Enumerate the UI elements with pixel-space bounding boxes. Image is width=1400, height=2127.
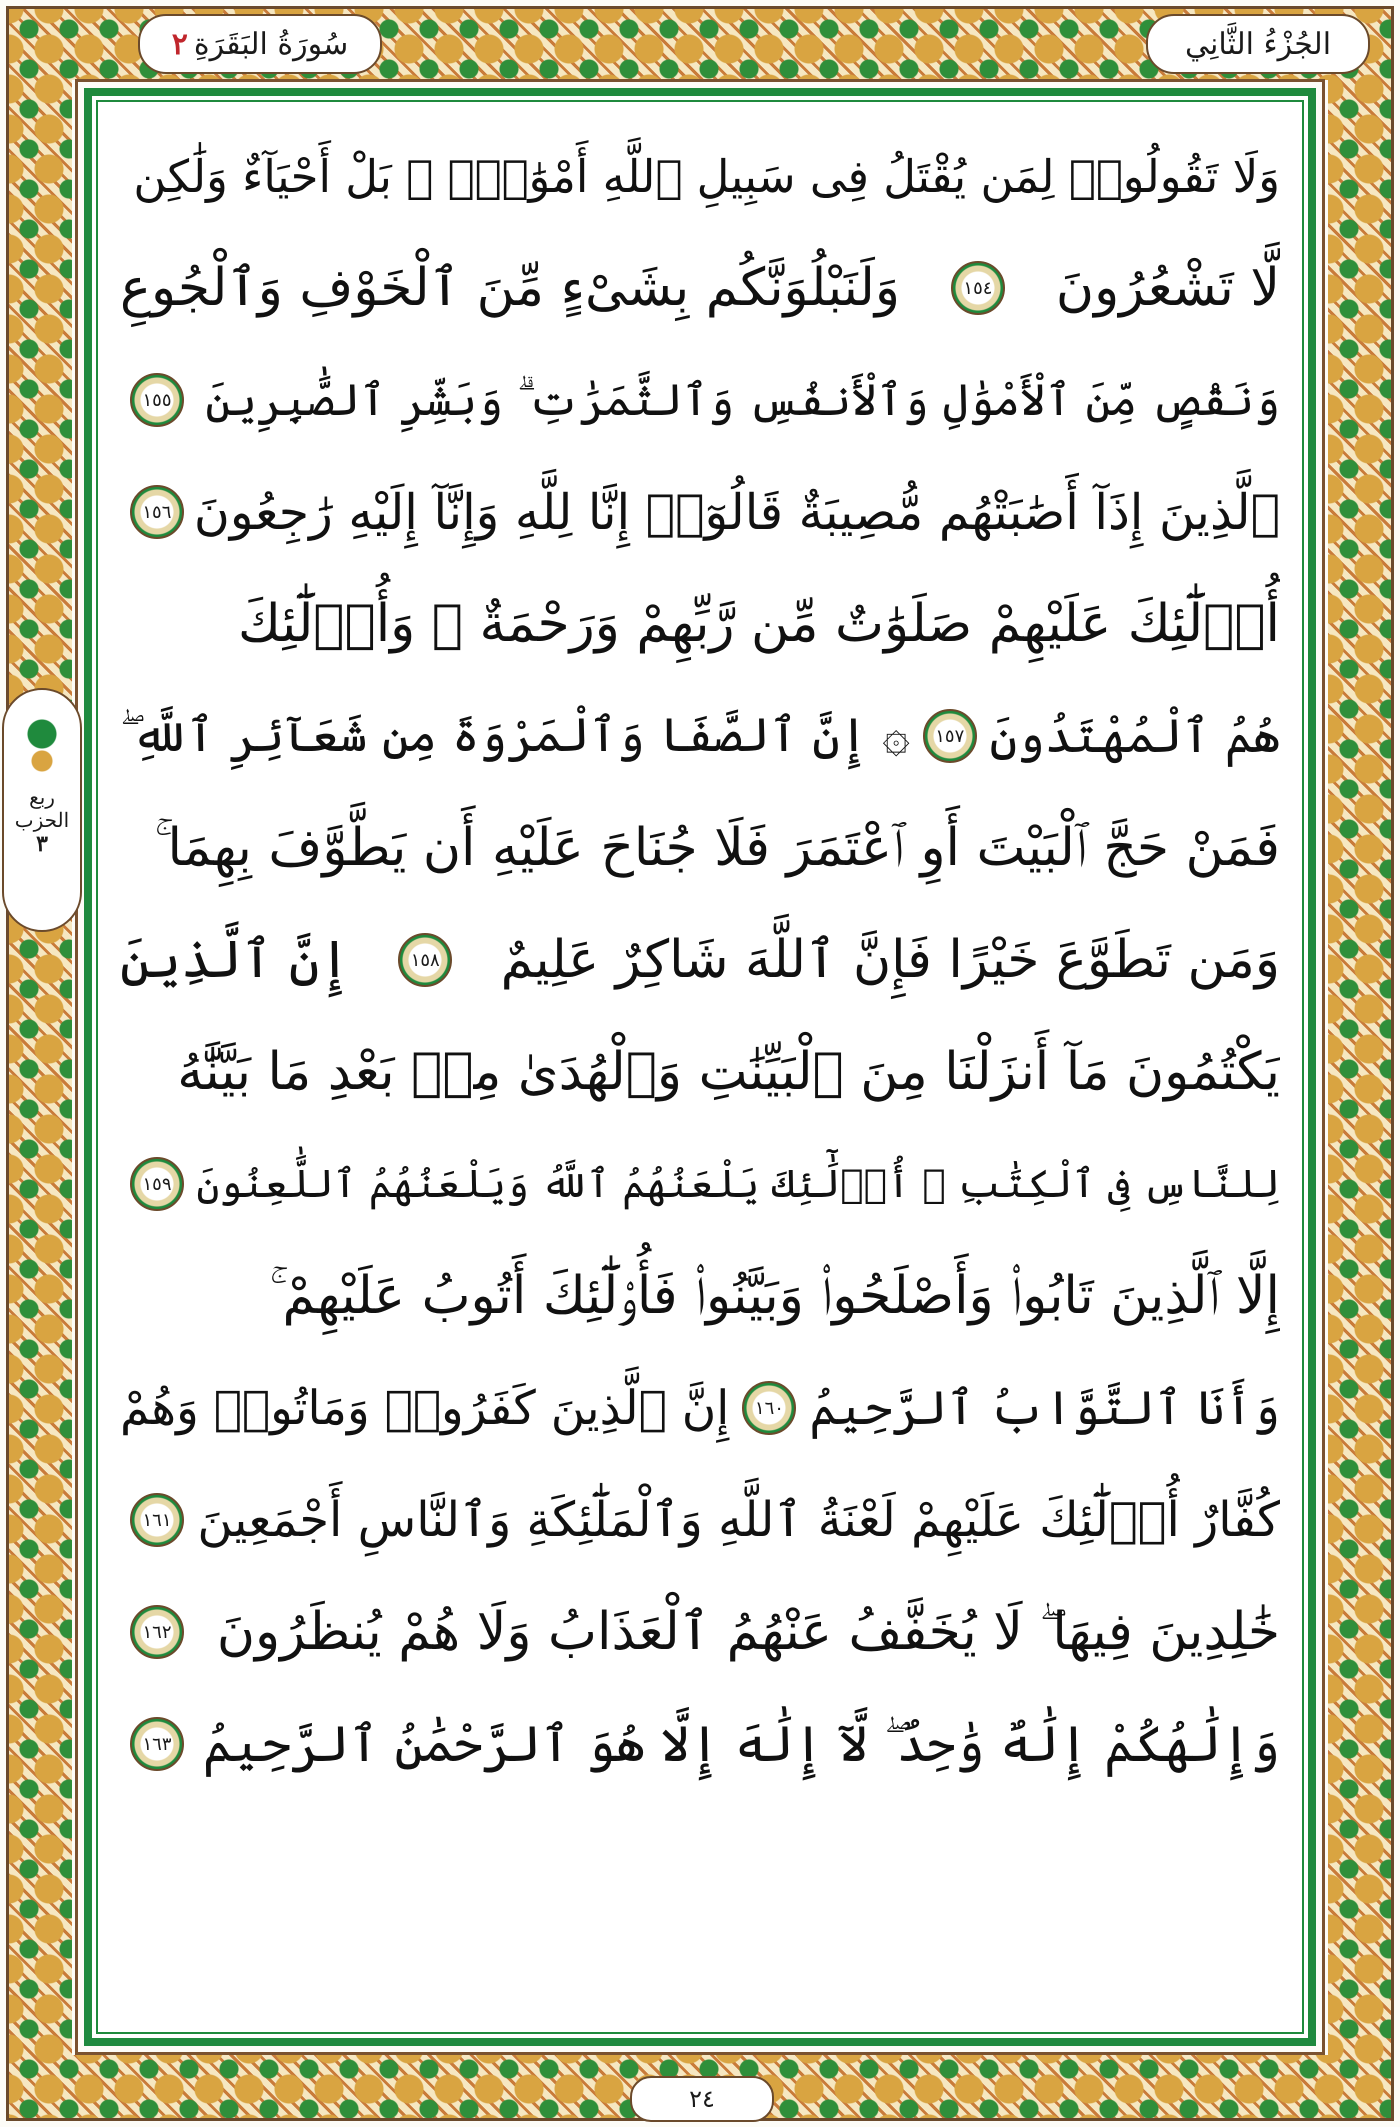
verse-text: لَّا تَشْعُرُونَ: [1055, 258, 1280, 318]
page-number-text: ٢٤: [689, 2085, 715, 2113]
verse-line: [120, 1128, 1280, 1240]
verse-text: ۞ إِنَّ ٱلصَّفَا وَٱلْمَرْوَةَ مِن شَعَآئِرِ ٱللَّهِ ۖ: [120, 708, 910, 763]
verse-text: ٱلَّذِينَ إِذَآ أَصَٰبَتْهُم مُّصِيبَةٌ قَالُوٓا۟ إِنَّا لِلَّهِ وَإِنَّآ إِلَيْهِ رَٰجِعُونَ: [193, 483, 1280, 541]
ayah-number-marker: ١٥٤: [951, 261, 1005, 315]
hizb-label-mid: الحزب: [14, 808, 70, 832]
hizb-label-top: ربع: [29, 785, 55, 809]
verse-line: [120, 1016, 1280, 1128]
verse-line: [120, 1688, 1280, 1800]
ayah-number-marker: ١٦٢: [130, 1605, 184, 1659]
surah-number: ٢: [171, 26, 188, 62]
verse-text: وَأَنَا ٱلتَّوَّابُ ٱلرَّحِيمُ: [809, 1380, 1280, 1436]
ayah-number-marker: ١٥٩: [130, 1157, 184, 1211]
verse-text: يَكْتُمُونَ مَآ أَنزَلْنَا مِنَ ٱلْبَيِّنَٰتِ وَٱلْهُدَىٰ مِنۢ بَعْدِ مَا بَيَّنَّٰهُ: [177, 1042, 1280, 1102]
juz-label-text: الجُزْءُ الثَّانِي: [1184, 26, 1332, 62]
verse-line: [120, 1240, 1280, 1352]
verse-text: إِلَّا ٱلَّذِينَ تَابُوا۟ وَأَصْلَحُوا۟ وَبَيَّنُوا۟ فَأُو۟لَٰٓئِكَ أَتُوبُ عَلَيْهِمْ ۚ: [269, 1265, 1280, 1326]
ayah-number-marker: ١٦٣: [130, 1717, 184, 1771]
verse-text: وَلَا تَقُولُوا۟ لِمَن يُقْتَلُ فِى سَبِيلِ ٱللَّهِ أَمْوَٰتٌۢ ۚ بَلْ أَحْيَآءٌ وَلَٰكِن: [133, 149, 1280, 203]
verse-text: كُفَّارٌ أُو۟لَٰٓئِكَ عَلَيْهِمْ لَعْنَةُ ٱللَّهِ وَٱلْمَلَٰٓئِكَةِ وَٱلنَّاسِ أَجْمَعِينَ: [197, 1492, 1280, 1548]
verse-line: [120, 120, 1280, 232]
verse-line: [120, 456, 1280, 568]
verse-text: لِلنَّاسِ فِى ٱلْكِتَٰبِ ۙ أُو۟لَٰٓئِكَ يَلْعَنُهُمُ ٱللَّهُ وَيَلْعَنُهُمُ ٱللَّٰعِنُونَ: [196, 1161, 1280, 1207]
ayah-number-marker: ١٥٦: [130, 485, 184, 539]
verse-line: [120, 1464, 1280, 1576]
verse-line: [120, 1576, 1280, 1688]
quran-text-area: [120, 120, 1280, 1800]
verse-text: وَإِلَٰهُكُمْ إِلَٰهٌ وَٰحِدٌ ۖ لَّآ إِلَٰهَ إِلَّا هُوَ ٱلرَّحْمَٰنُ ٱلرَّحِيمُ: [202, 1714, 1280, 1773]
verse-line: [120, 568, 1280, 680]
verse-text: وَنَقْصٍ مِّنَ ٱلْأَمْوَٰلِ وَٱلْأَنفُسِ وَٱلثَّمَرَٰتِ ۗ وَبَشِّرِ ٱلصَّٰبِرِينَ: [205, 374, 1280, 426]
hizb-label-number: ٣: [36, 831, 48, 857]
verse-text: فَمَنْ حَجَّ ٱلْبَيْتَ أَوِ ٱعْتَمَرَ فَلَا جُنَاحَ عَلَيْهِ أَن يَطَّوَّفَ بِهِمَا ۚ: [154, 817, 1280, 878]
ayah-number-marker: ١٥٨: [398, 933, 452, 987]
verse-line: [120, 680, 1280, 792]
ayah-number-marker: ١٦١: [130, 1493, 184, 1547]
ayah-number-marker: ١٦٠: [742, 1381, 796, 1435]
ayah-number-marker: ١٥٧: [923, 709, 977, 763]
ornament-icon: [20, 716, 64, 776]
verse-line: [120, 344, 1280, 456]
surah-label-text: سُورَةُ البَقَرَةِ: [193, 26, 349, 62]
verse-text: وَلَنَبْلُوَنَّكُم بِشَىْءٍ مِّنَ ٱلْخَوْفِ وَٱلْجُوعِ: [120, 258, 900, 318]
verse-line: [120, 1352, 1280, 1464]
verse-line: [120, 792, 1280, 904]
verse-text: إِنَّ ٱلَّذِينَ كَفَرُوا۟ وَمَاتُوا۟ وَهُمْ: [120, 1380, 730, 1436]
surah-label: [138, 14, 382, 74]
page-number: [630, 2076, 774, 2122]
verse-text: خَٰلِدِينَ فِيهَا ۖ لَا يُخَفَّفُ عَنْهُمُ ٱلْعَذَابُ وَلَا هُمْ يُنظَرُونَ: [216, 1601, 1280, 1662]
ayah-number-marker: ١٥٥: [130, 373, 184, 427]
verse-text: وَمَن تَطَوَّعَ خَيْرًا فَإِنَّ ٱللَّهَ شَاكِرٌ عَلِيمٌ: [500, 930, 1280, 990]
verse-text: إِنَّ ٱلَّذِينَ: [120, 930, 350, 990]
verse-line: [120, 232, 1280, 344]
hizb-quarter-marker: [2, 688, 82, 932]
verse-text: أُو۟لَٰٓئِكَ عَلَيْهِمْ صَلَوَٰتٌ مِّن رَّبِّهِمْ وَرَحْمَةٌ ۖ وَأُو۟لَٰٓئِكَ: [237, 594, 1280, 654]
verse-text: هُمُ ٱلْمُهْتَدُونَ: [989, 708, 1280, 764]
verse-line: [120, 904, 1280, 1016]
juz-label: [1146, 14, 1370, 74]
hizb-quarter-label: [15, 786, 69, 857]
